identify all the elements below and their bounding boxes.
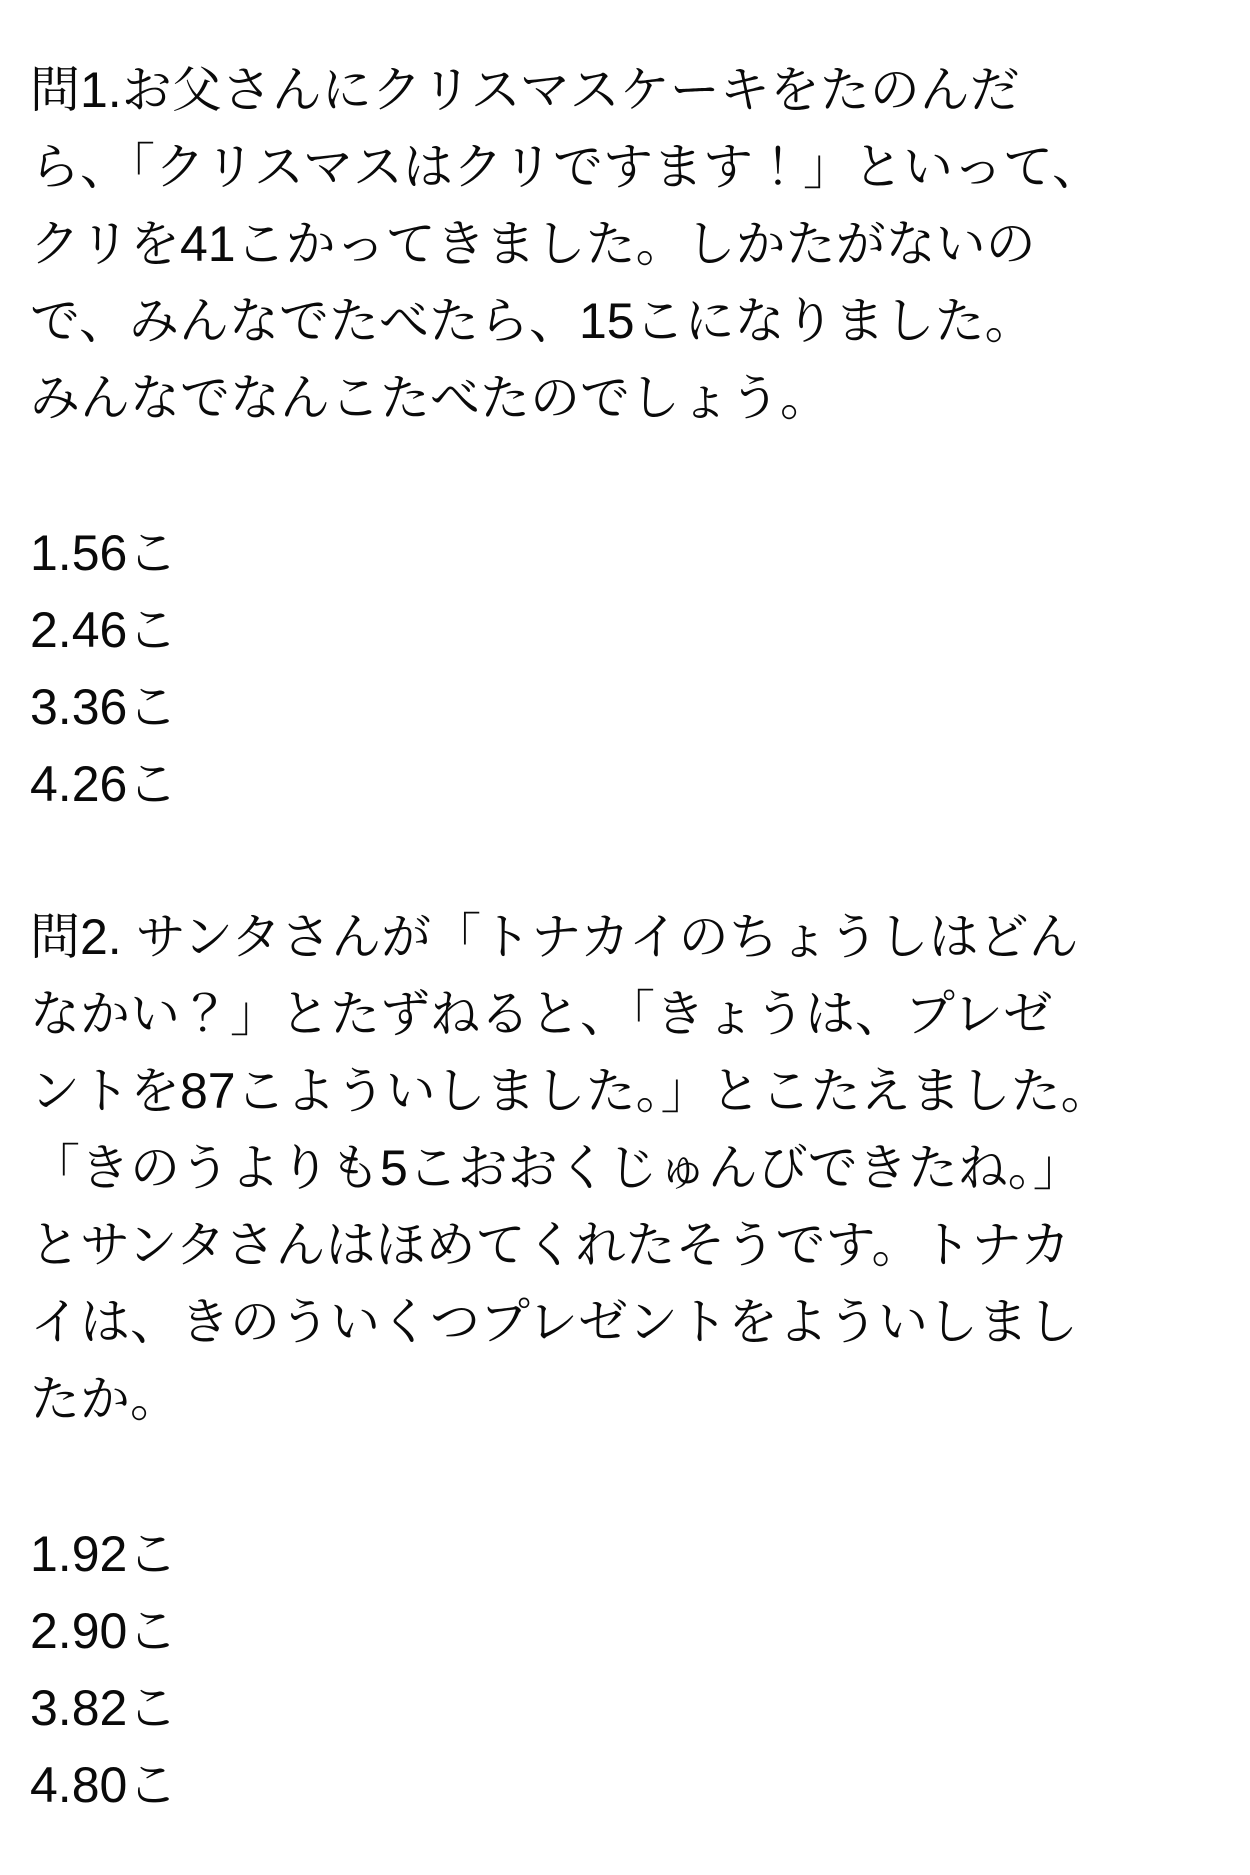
answer-choice-1: 1.56こ [30, 525, 178, 581]
question-line: ら、「クリスマスはクリですます！」といって、 [30, 139, 1102, 195]
problem-1-choices [30, 515, 1214, 823]
question-line: みんなでなんこたべたのでしょう。 [30, 370, 830, 426]
question-line: なかい？」とたずねると、「きょうは、プレゼ [30, 986, 1053, 1042]
question-line: とサンタさんはほめてくれたそうです。トナカ [30, 1217, 1071, 1273]
question-line: たか。 [30, 1371, 180, 1427]
answer-choice-4: 4.80こ [30, 1757, 178, 1813]
problem-1-question [30, 52, 1214, 437]
answer-choice-3: 3.36こ [30, 679, 178, 735]
answer-choice-3: 3.82こ [30, 1680, 178, 1736]
question-line: で、みんなでたべたら、15こになりました。 [30, 293, 1035, 349]
problem-2 [30, 899, 1214, 1824]
question-line: 「きのうよりも5こおおくじゅんびできたね。」 [30, 1140, 1083, 1196]
answer-choice-2: 2.46こ [30, 602, 178, 658]
answer-choice-1: 1.92こ [30, 1526, 178, 1582]
answer-choice-4: 4.26こ [30, 756, 178, 812]
question-line: 問1.お父さんにクリスマスケーキをたのんだ [30, 62, 1020, 118]
answer-choice-2: 2.90こ [30, 1603, 178, 1659]
problem-2-choices [30, 1516, 1214, 1824]
problem-1 [30, 52, 1214, 823]
question-line: クリを41こかってきました。しかたがないの [30, 216, 1036, 272]
question-line: イは、きのういくつプレゼントをよういしまし [30, 1294, 1078, 1350]
question-line: ントを87こよういしました。」とこたえました。 [30, 1063, 1111, 1119]
problem-2-question [30, 899, 1214, 1438]
question-line: 問2. サンタさんが「トナカイのちょうしはどん [30, 909, 1079, 965]
